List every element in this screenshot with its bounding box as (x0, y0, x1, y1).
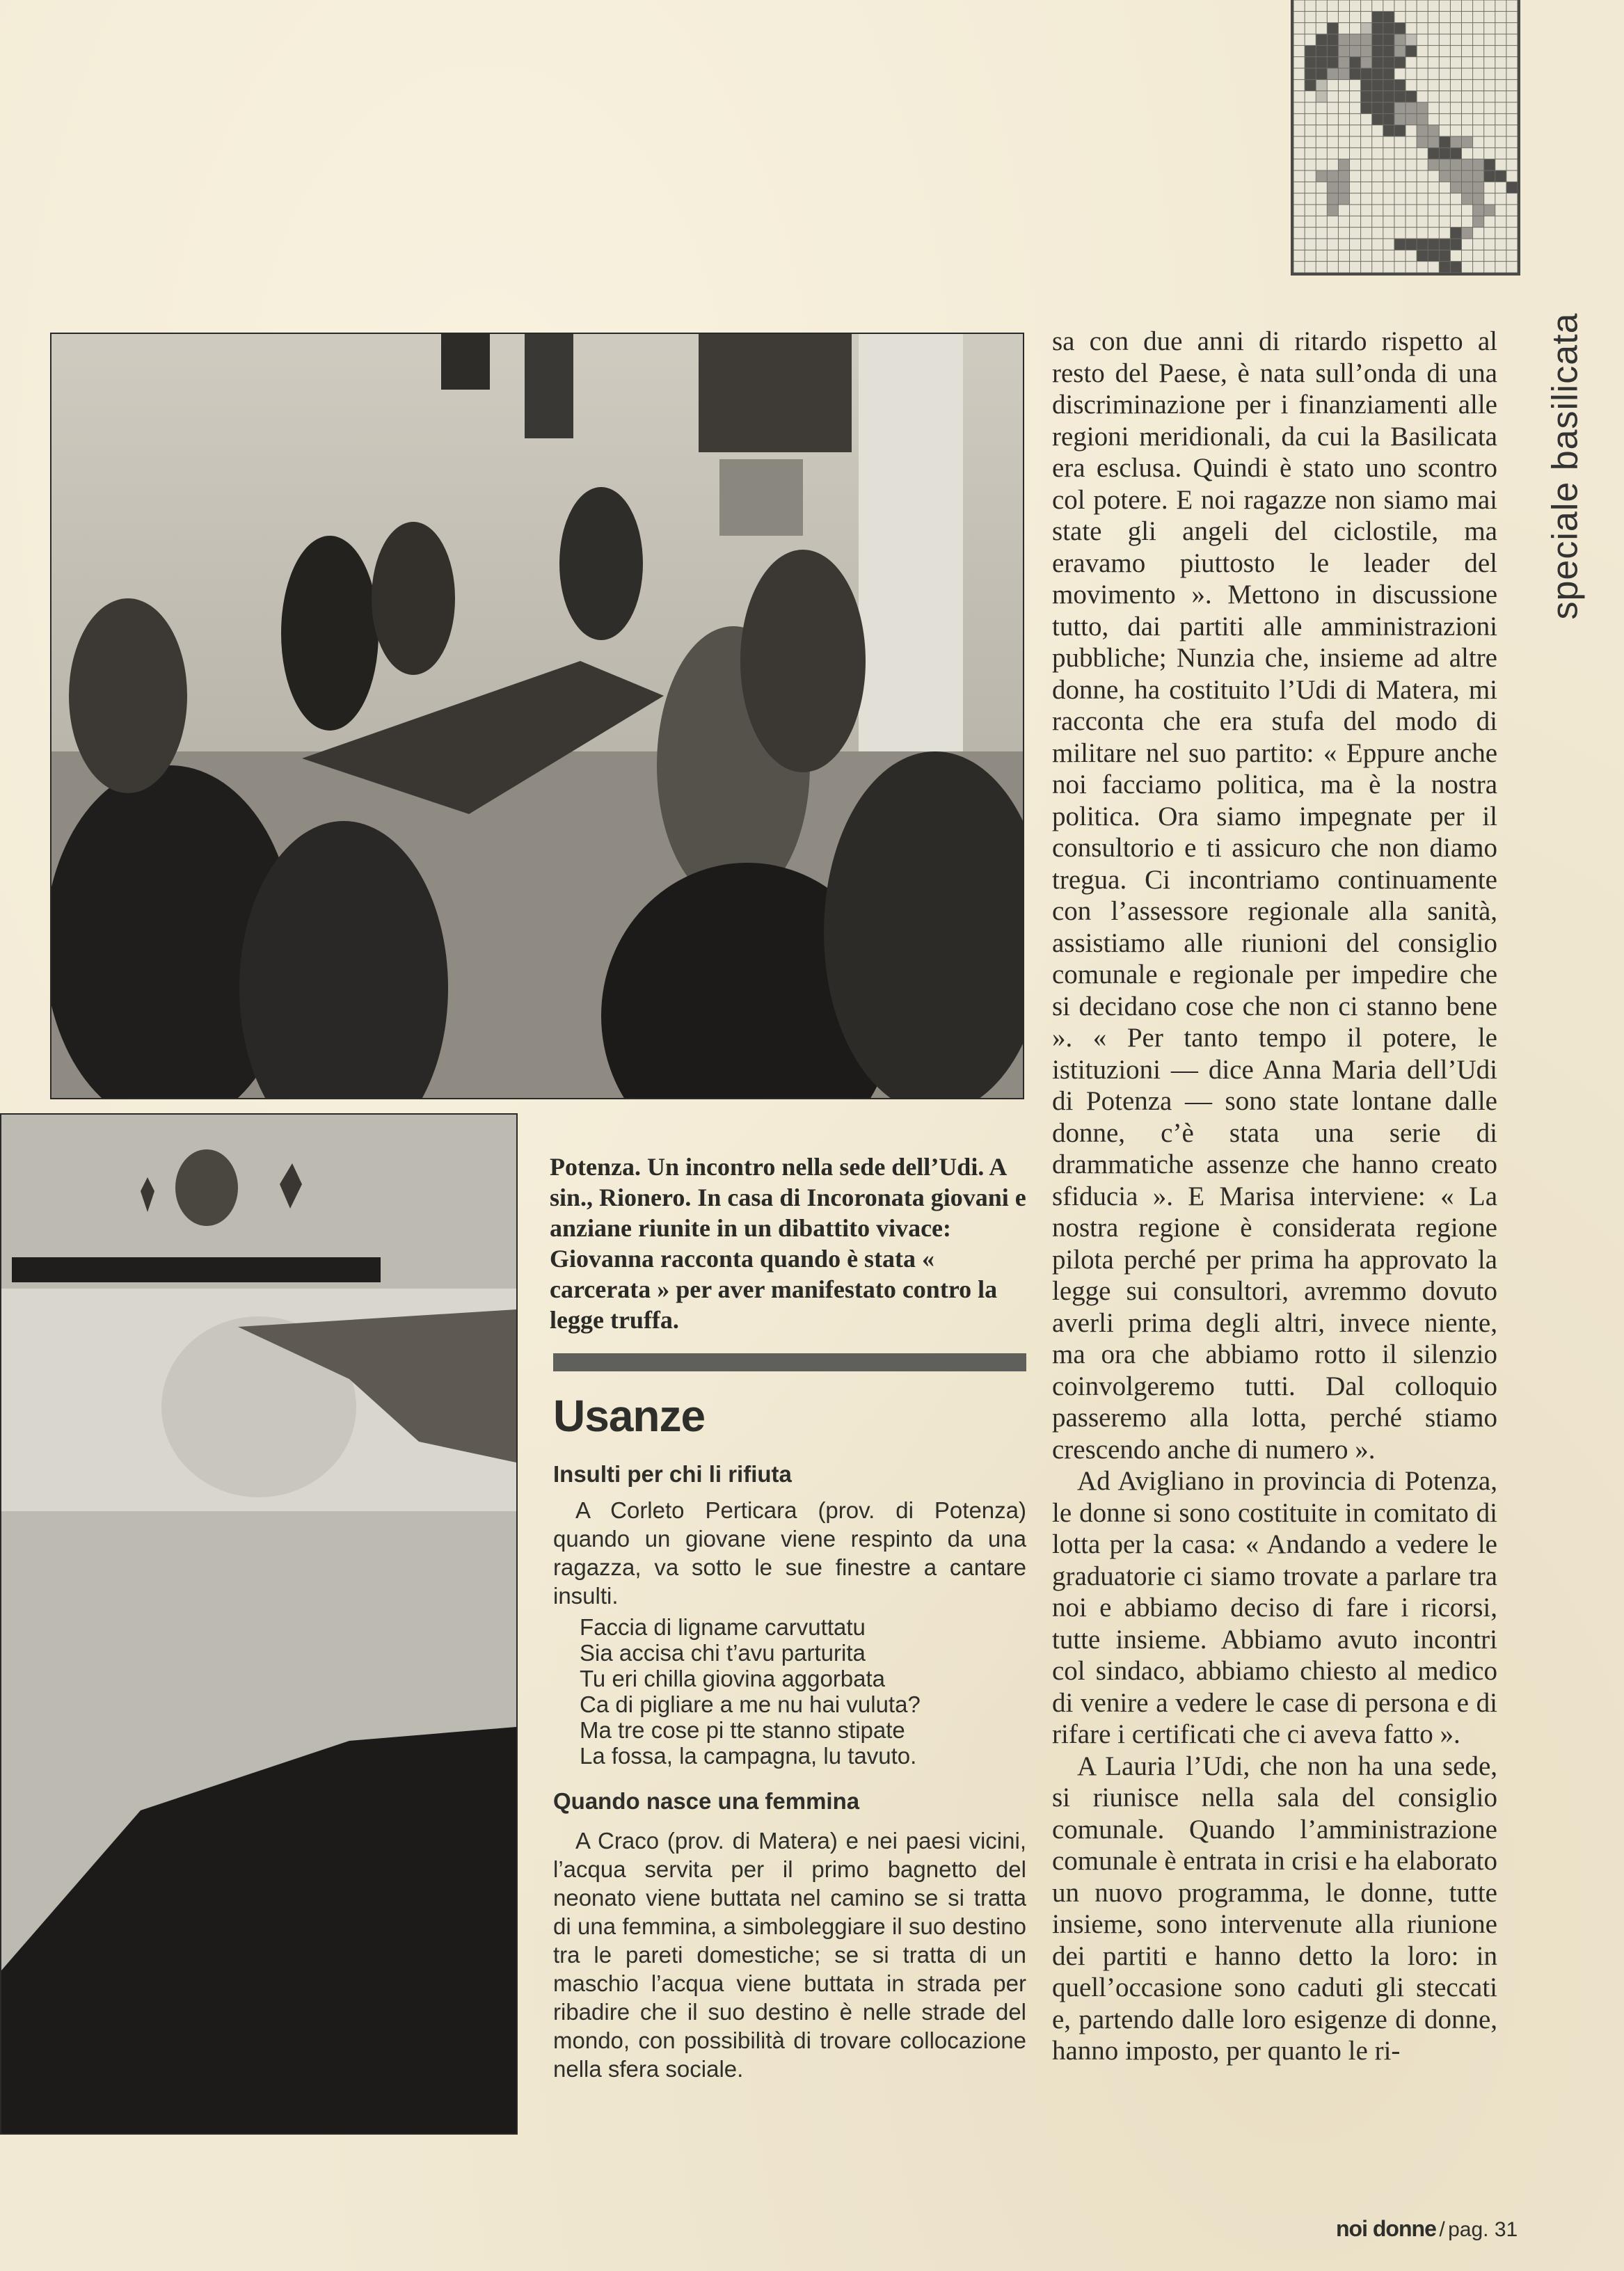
map-cell (1417, 136, 1428, 148)
map-cell (1439, 250, 1450, 261)
map-cell (1428, 239, 1439, 250)
photo-caption: Potenza. Un incontro nella sede dell’Udi. A sin., Rionero. In casa di Incoronata giovani e anziane riunite in un dibattito vivace: Giovanna racconta quando è stata « carcerata » per aver manifestato contro la legge truffa. (550, 1153, 1026, 1334)
map-cell (1428, 148, 1439, 159)
map-cell (1372, 34, 1383, 45)
map-cell (1417, 239, 1428, 250)
section-divider-bar (553, 1353, 1026, 1371)
map-cell (1372, 79, 1383, 90)
map-cell (1462, 182, 1473, 193)
sidebar-paragraph-femmina (553, 1826, 1026, 2083)
map-cell (1394, 113, 1406, 125)
map-cell (1361, 79, 1372, 90)
map-cell (1406, 102, 1417, 113)
map-cell (1372, 113, 1383, 125)
map-cell (1439, 239, 1450, 250)
map-cell (1450, 239, 1461, 250)
map-cell (1506, 182, 1518, 193)
map-cell (1372, 91, 1383, 102)
map-cell (1439, 136, 1450, 148)
map-cell (1383, 113, 1394, 125)
map-cell (1484, 170, 1495, 182)
map-cell (1316, 68, 1327, 79)
photo-meeting (50, 333, 1024, 1099)
map-cell (1450, 136, 1461, 148)
map-cell (1406, 91, 1417, 102)
map-cell (1473, 170, 1484, 182)
photo-elder (0, 1113, 518, 2135)
map-cell (1350, 34, 1361, 45)
map-cell (1327, 193, 1338, 205)
map-cell (1383, 23, 1394, 34)
meeting-photo-image (51, 334, 1023, 1098)
map-cell (1316, 170, 1327, 182)
map-cell (1327, 23, 1338, 34)
map-cell (1305, 79, 1316, 90)
map-cell (1316, 79, 1327, 90)
map-cell (1305, 57, 1316, 68)
map-cell (1361, 57, 1372, 68)
map-cell (1462, 193, 1473, 205)
italy-grid-map (1291, 0, 1520, 276)
map-cell (1383, 34, 1394, 45)
map-cell (1372, 45, 1383, 56)
map-cell (1406, 113, 1417, 125)
map-cell (1394, 79, 1406, 90)
map-cell (1383, 68, 1394, 79)
map-cell (1473, 159, 1484, 170)
map-cell (1462, 228, 1473, 239)
map-cell (1327, 182, 1338, 193)
map-cell (1327, 170, 1338, 182)
map-cell (1361, 102, 1372, 113)
map-cell (1428, 136, 1439, 148)
article-paragraph: A Lauria l’Udi, che non ha una sede, si riunisce nella sala del consiglio comunale. Quando l’amministrazione comunale è entrata in crisi e ha elaborato un nuovo programma, le donne, tutte insieme, sono intervenute alla riunione dei partiti e hanno detto la loro: in quell’occasione sono caduti gli steccati e, partendo dalle loro esigenze di donne, hanno imposto, per quanto le ri- (1052, 1751, 1497, 2066)
map-cell (1383, 102, 1394, 113)
map-cell (1338, 45, 1349, 56)
map-cell (1316, 45, 1327, 56)
map-cell (1350, 68, 1361, 79)
map-cell (1394, 45, 1406, 56)
map-cell (1372, 102, 1383, 113)
map-cell (1473, 193, 1484, 205)
page-number: pag. 31 (1448, 2218, 1518, 2241)
map-cell (1372, 11, 1383, 22)
map-cell (1372, 57, 1383, 68)
map-cell (1394, 91, 1406, 102)
map-cell (1473, 216, 1484, 227)
map-cell (1394, 102, 1406, 113)
map-cell (1350, 57, 1361, 68)
map-cell (1394, 23, 1406, 34)
poem-line: Sia accisa chi t’avu parturita (580, 1640, 866, 1666)
map-cell (1473, 205, 1484, 216)
map-cell (1361, 91, 1372, 102)
map-cell (1338, 57, 1349, 68)
sidebar-paragraph-text: A Corleto Perticara (prov. di Potenza) quando un giovane viene respinto da una ragazza, va sotto le sue finestre a cantare insulti. (553, 1497, 1026, 1609)
map-cell (1450, 148, 1461, 159)
map-cell (1327, 68, 1338, 79)
map-cell (1327, 34, 1338, 45)
map-cell (1417, 250, 1428, 261)
map-cell (1417, 113, 1428, 125)
italy-grid-map-icon (1293, 0, 1518, 273)
map-cell (1338, 68, 1349, 79)
map-cell (1305, 68, 1316, 79)
map-cell (1439, 148, 1450, 159)
map-cell (1450, 159, 1461, 170)
section-label-text: speciale basilicata (1545, 312, 1586, 620)
map-cell (1316, 34, 1327, 45)
section-label (1534, 312, 1597, 620)
map-cell (1428, 159, 1439, 170)
map-cell (1372, 23, 1383, 34)
map-cell (1350, 45, 1361, 56)
map-cell (1462, 159, 1473, 170)
sidebar-subheading-femmina: Quando nasce una femmina (553, 1788, 860, 1814)
article-paragraph: sa con due anni di ritardo rispetto al resto del Paese, è nata sull’onda di una discriminazione per i finanziamenti alle regioni meridionali, da cui la Basilicata era esclusa. Quindi è stato uno scontro col potere. E noi ragazze non siamo mai state gli angeli del ciclostile, ma eravamo piuttosto le leader del movimento ». Mettono in discussione tutto, dai partiti alle amministrazioni pubbliche; Nunzia che, insieme ad altre donne, ha costituito l’Udi di Matera, mi racconta che era stufa del modo di militare nel suo partito: « Eppure anche noi facciamo politica, ma è la nostra politica. Ora siamo impegnate per il consultorio e ti assicuro che non diamo tregua. Ci incontriamo continuamente con l’assessore regionale alla sanità, assistiamo alle riunioni del consiglio comunale e regionale per impedire che si decidano cose che non ci stanno bene ». « Per tanto tempo il potere, le istituzioni — dice Anna Maria dell’Udi di Potenza — sono state lontane dalle donne, c’è stata una serie di drammatiche assenze che hanno creato sfiducia ». E Marisa interviene: « La nostra regione è considerata regione pilota perché per prima ha approvato la legge sui consultori, avremmo dovuto averli prima degli altri, invece niente, ma ora che abbiamo rotto il silenzio coinvolgeremo tutti. Dal colloquio passeremo alla lotta, perché stiamo crescendo anche di numero ». (1052, 326, 1497, 1465)
map-cell (1383, 91, 1394, 102)
map-cell (1361, 68, 1372, 79)
map-cell (1462, 136, 1473, 148)
map-cell (1338, 159, 1349, 170)
map-cell (1383, 125, 1394, 136)
map-cell (1495, 170, 1506, 182)
poem-line: Ca di pigliare a me nu hai vuluta? (580, 1691, 921, 1717)
map-cell (1383, 45, 1394, 56)
map-cell (1372, 68, 1383, 79)
map-cell (1484, 159, 1495, 170)
footer-separator: / (1439, 2218, 1445, 2241)
map-cell (1338, 182, 1349, 193)
page-footer (1336, 2216, 1518, 2242)
map-cell (1417, 125, 1428, 136)
map-cell (1406, 239, 1417, 250)
map-cell (1428, 250, 1439, 261)
map-cell (1439, 159, 1450, 170)
map-cell (1406, 45, 1417, 56)
sidebar-paragraph-text: A Craco (prov. di Matera) e nei paesi vicini, l’acqua servita per il primo bagnetto del neonato viene buttata nel camino se si tratta di una femmina, a simboleggiare il suo destino tra le pareti domestiche; se si tratta di un maschio l’acqua viene buttata in strada per ribadire che il suo destino è nelle strade del mondo, con possibilità di trovare collocazione nella sfera sociale. (553, 1828, 1026, 2082)
map-cell (1450, 262, 1461, 273)
sidebar-subheading-insulti: Insulti per chi li rifiuta (553, 1461, 792, 1487)
map-cell (1327, 205, 1338, 216)
map-cell (1439, 170, 1450, 182)
map-cell (1439, 262, 1450, 273)
article-column (1052, 326, 1497, 2067)
magazine-brand: noi donne (1336, 2216, 1436, 2241)
poem-line: Faccia di ligname carvuttatu (580, 1614, 866, 1640)
map-cell (1462, 170, 1473, 182)
sidebar-paragraph-insulti (553, 1496, 1026, 1610)
map-cell (1417, 102, 1428, 113)
map-cell (1305, 45, 1316, 56)
map-cell (1394, 34, 1406, 45)
sidebar-poem (580, 1614, 1025, 1769)
map-cell (1450, 182, 1461, 193)
map-cell (1361, 45, 1372, 56)
elder-photo-image (1, 1115, 516, 2133)
map-cell (1361, 23, 1372, 34)
map-cell (1316, 57, 1327, 68)
map-cell (1394, 125, 1406, 136)
sidebar-title: Usanze (553, 1391, 706, 1441)
poem-line: Ma tre cose pi tte stanno stipate (580, 1717, 905, 1743)
map-cell (1473, 182, 1484, 193)
map-cell (1338, 170, 1349, 182)
map-cell (1394, 239, 1406, 250)
map-cell (1406, 34, 1417, 45)
map-cell (1450, 228, 1461, 239)
map-cell (1383, 11, 1394, 22)
map-cell (1394, 57, 1406, 68)
map-cell (1383, 79, 1394, 90)
map-cell (1338, 34, 1349, 45)
map-cell (1383, 57, 1394, 68)
map-cell (1450, 170, 1461, 182)
map-cell (1327, 45, 1338, 56)
map-cell (1338, 193, 1349, 205)
map-cell (1361, 34, 1372, 45)
poem-line: Tu eri chilla giovina aggorbata (580, 1666, 886, 1691)
article-paragraph: Ad Avigliano in provincia di Potenza, le donne si sono costituite in comitato di lotta per la casa: « Andando a vedere le graduatorie ci siamo trovate a parlare tra noi e abbiamo deciso di fare i ricorsi, tutte insieme. Abbiamo avuto incontri col sindaco, abbiamo chiesto al medico di venire a vedere le case di persona e di rifare i certificati che ci aveva fatto ». (1052, 1466, 1497, 1749)
map-cell (1316, 91, 1327, 102)
map-cell (1484, 205, 1495, 216)
map-cell (1327, 57, 1338, 68)
poem-line: La fossa, la campagna, lu tavuto. (580, 1743, 917, 1769)
map-cell (1428, 125, 1439, 136)
